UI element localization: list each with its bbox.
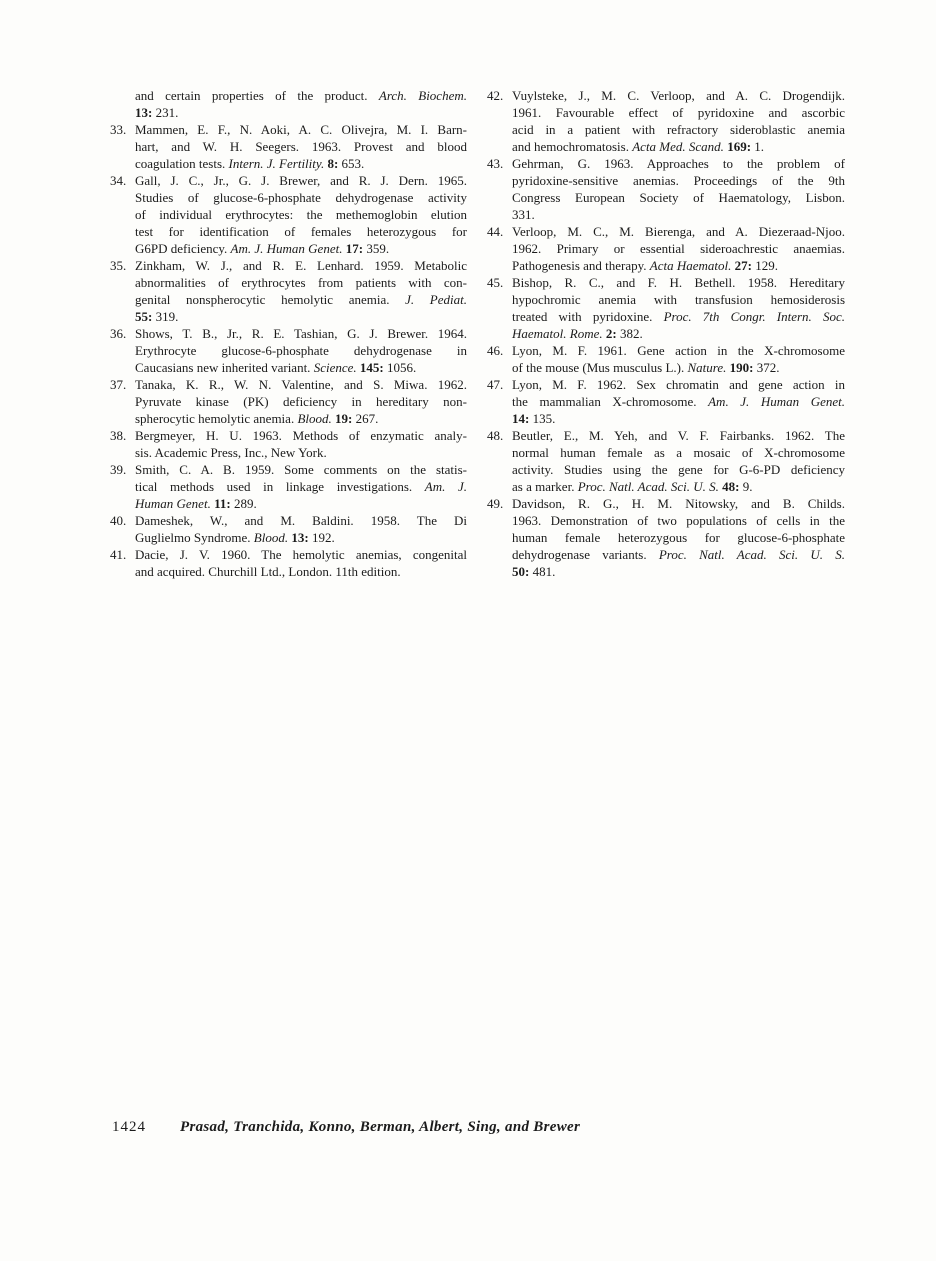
reference-line: acid in a patient with refractory sideroblastic anemia bbox=[512, 122, 845, 137]
reference-number: 44. bbox=[487, 224, 504, 239]
reference-item bbox=[487, 342, 845, 376]
reference-item bbox=[110, 325, 467, 376]
reference-item bbox=[487, 87, 845, 155]
page-footer bbox=[112, 1119, 580, 1136]
reference-line: Gehrman, G. 1963. Approaches to the problem of bbox=[512, 156, 845, 171]
reference-item bbox=[487, 155, 845, 223]
reference-line: Vuylsteke, J., M. C. Verloop, and A. C. Drogendijk. bbox=[512, 88, 845, 103]
reference-number: 48. bbox=[487, 428, 504, 443]
references-column-right bbox=[487, 87, 845, 580]
reference-item bbox=[110, 87, 467, 121]
reference-line: pyridoxine-sensitive anemias. Proceedings of the 9th bbox=[512, 173, 845, 188]
reference-line: Dameshek, W., and M. Baldini. 1958. The Di bbox=[135, 513, 467, 528]
reference-line: Congress European Society of Haematology, Lisbon. bbox=[512, 190, 845, 205]
reference-line: G6PD deficiency. Am. J. Human Genet. 17: 359. bbox=[135, 241, 390, 256]
reference-number: 39. bbox=[110, 462, 127, 477]
references-column-left bbox=[110, 87, 467, 580]
reference-line: Haematol. Rome. 2: 382. bbox=[512, 326, 643, 341]
reference-number: 41. bbox=[110, 547, 127, 562]
reference-line: Zinkham, W. J., and R. E. Lenhard. 1959. Metabolic bbox=[135, 258, 467, 273]
reference-item bbox=[110, 121, 467, 172]
reference-line: spherocytic hemolytic anemia. Blood. 19: 267. bbox=[135, 411, 379, 426]
reference-number: 36. bbox=[110, 326, 127, 341]
reference-line: Studies of glucose-6-phosphate dehydrogenase activity bbox=[135, 190, 467, 205]
reference-line: tical methods used in linkage investigations. Am. J. bbox=[135, 479, 467, 494]
reference-line: of individual erythrocytes: the methemoglobin elution bbox=[135, 207, 467, 222]
reference-line: treated with pyridoxine. Proc. 7th Congr. Intern. Soc. bbox=[512, 309, 845, 324]
reference-line: test for identification of females heterozygous for bbox=[135, 224, 467, 239]
reference-line: Bergmeyer, H. U. 1963. Methods of enzymatic analy- bbox=[135, 428, 467, 443]
reference-line: genital nonspherocytic hemolytic anemia. J. Pediat. bbox=[135, 292, 467, 307]
reference-line: human female heterozygous for glucose-6-phosphate bbox=[512, 530, 845, 545]
reference-item bbox=[110, 376, 467, 427]
reference-line: Smith, C. A. B. 1959. Some comments on the statis- bbox=[135, 462, 467, 477]
reference-line: Davidson, R. G., H. M. Nitowsky, and B. Childs. bbox=[512, 496, 845, 511]
reference-line: activity. Studies using the gene for G-6-PD deficiency bbox=[512, 462, 845, 477]
reference-line: and hemochromatosis. Acta Med. Scand. 169: 1. bbox=[512, 139, 765, 154]
reference-item bbox=[487, 427, 845, 495]
reference-line: Caucasians new inherited variant. Science. 145: 1056. bbox=[135, 360, 417, 375]
reference-line: Human Genet. 11: 289. bbox=[135, 496, 257, 511]
reference-line: hypochromic anemia with transfusion hemosiderosis bbox=[512, 292, 845, 307]
reference-line: hart, and W. H. Seegers. 1963. Provest and blood bbox=[135, 139, 467, 154]
reference-line: 1962. Primary or essential sideroachrestic anaemias. bbox=[512, 241, 845, 256]
reference-line: Erythrocyte glucose-6-phosphate dehydrogenase in bbox=[135, 343, 467, 358]
reference-line: Gall, J. C., Jr., G. J. Brewer, and R. J. Dern. 1965. bbox=[135, 173, 467, 188]
reference-line: Guglielmo Syndrome. Blood. 13: 192. bbox=[135, 530, 335, 545]
reference-number: 45. bbox=[487, 275, 504, 290]
reference-line: Beutler, E., M. Yeh, and V. F. Fairbanks. 1962. The bbox=[512, 428, 845, 443]
reference-line: Dacie, J. V. 1960. The hemolytic anemias, congenital bbox=[135, 547, 467, 562]
reference-line: 55: 319. bbox=[135, 309, 179, 324]
reference-number: 42. bbox=[487, 88, 504, 103]
reference-item bbox=[487, 274, 845, 342]
reference-number: 49. bbox=[487, 496, 504, 511]
reference-item bbox=[487, 376, 845, 427]
reference-number: 34. bbox=[110, 173, 127, 188]
reference-line: Lyon, M. F. 1961. Gene action in the X-chromosome bbox=[512, 343, 845, 358]
reference-item bbox=[487, 223, 845, 274]
reference-line: Tanaka, K. R., W. N. Valentine, and S. Miwa. 1962. bbox=[135, 377, 467, 392]
running-title: Prasad, Tranchida, Konno, Berman, Albert, Sing, and Brewer bbox=[180, 1119, 581, 1135]
reference-line: the mammalian X-chromosome. Am. J. Human Genet. bbox=[512, 394, 846, 409]
reference-line: of the mouse (Mus musculus L.). Nature. 190: 372. bbox=[512, 360, 780, 375]
reference-line: 50: 481. bbox=[512, 564, 556, 579]
reference-line: 331. bbox=[512, 207, 535, 222]
reference-line: Verloop, M. C., M. Bierenga, and A. Diezeraad-Njoo. bbox=[512, 224, 845, 239]
reference-line: and acquired. Churchill Ltd., London. 11th edition. bbox=[135, 564, 401, 579]
reference-line: 14: 135. bbox=[512, 411, 556, 426]
reference-item bbox=[110, 512, 467, 546]
reference-number: 38. bbox=[110, 428, 127, 443]
reference-line: 13: 231. bbox=[135, 105, 179, 120]
reference-line: Pathogenesis and therapy. Acta Haematol. 27: 129. bbox=[512, 258, 778, 273]
reference-item bbox=[110, 257, 467, 325]
reference-line: coagulation tests. Intern. J. Fertility. 8: 653. bbox=[135, 156, 365, 171]
reference-line: 1961. Favourable effect of pyridoxine and ascorbic bbox=[512, 105, 845, 120]
reference-line: sis. Academic Press, Inc., New York. bbox=[135, 445, 327, 460]
reference-item bbox=[110, 546, 467, 580]
page-number: 1424 bbox=[112, 1119, 146, 1135]
reference-line: and certain properties of the product. Arch. Biochem. bbox=[135, 88, 467, 103]
reference-line: Pyruvate kinase (PK) deficiency in hereditary non- bbox=[135, 394, 467, 409]
reference-number: 47. bbox=[487, 377, 504, 392]
reference-line: normal human female as a mosaic of X-chromosome bbox=[512, 445, 845, 460]
reference-number: 37. bbox=[110, 377, 127, 392]
reference-number: 43. bbox=[487, 156, 504, 171]
reference-number: 46. bbox=[487, 343, 504, 358]
reference-number: 33. bbox=[110, 122, 127, 137]
reference-item bbox=[110, 461, 467, 512]
reference-line: abnormalities of erythrocytes from patients with con- bbox=[135, 275, 467, 290]
reference-line: Lyon, M. F. 1962. Sex chromatin and gene action in bbox=[512, 377, 845, 392]
reference-line: Mammen, E. F., N. Aoki, A. C. Olivejra, M. I. Barn- bbox=[135, 122, 467, 137]
reference-line: Shows, T. B., Jr., R. E. Tashian, G. J. Brewer. 1964. bbox=[135, 326, 467, 341]
reference-line: as a marker. Proc. Natl. Acad. Sci. U. S. 48: 9. bbox=[512, 479, 753, 494]
reference-item bbox=[110, 427, 467, 461]
reference-line: dehydrogenase variants. Proc. Natl. Acad. Sci. U. S. bbox=[512, 547, 845, 562]
reference-line: 1963. Demonstration of two populations of cells in the bbox=[512, 513, 845, 528]
reference-number: 35. bbox=[110, 258, 127, 273]
reference-line: Bishop, R. C., and F. H. Bethell. 1958. Hereditary bbox=[512, 275, 845, 290]
reference-item bbox=[487, 495, 845, 580]
reference-number: 40. bbox=[110, 513, 127, 528]
reference-item bbox=[110, 172, 467, 257]
